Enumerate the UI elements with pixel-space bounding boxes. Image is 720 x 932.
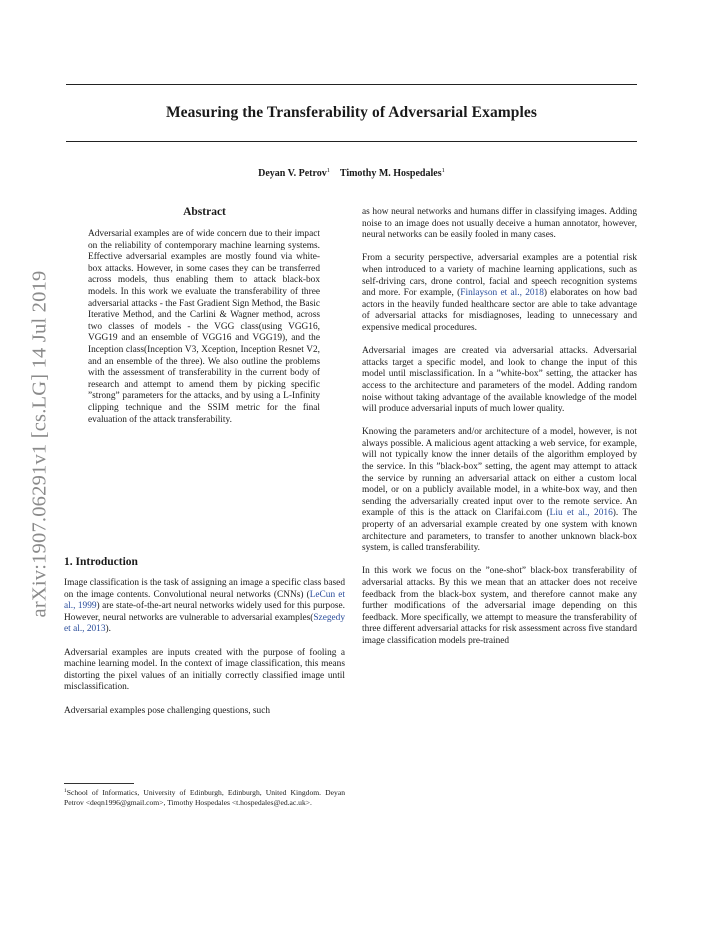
- intro-column: [64, 578, 345, 717]
- body-paragraph: Knowing the parameters and/or architecture of a model, however, is not always possible. A malicious agent attacking a web service, for example, will not typically know the inner details of the algorithm employed by the service. In this ”black-box” setting, the agent may attempt to attack the service by running an adversarial attack on either a custom local model, or on a publicly available model, in a white-box way, and then sending the adversarially created input over to the remote service. An example of this is the attack on Clarifai.com (Liu et al., 2016). The property of an adversarial example created by one system with known architecture and parameters, to transfer to another unknown black-box system, is called transferability.: [362, 427, 637, 554]
- affiliation-mark: 1: [441, 167, 445, 174]
- body-paragraph: In this work we focus on the ”one-shot” black-box transferability of adversarial attacks. By this we mean that an attacker does not receive feedback from the black-box system, and therefore cannot make any further modifications of the adversarial image depending on this feedback. More specifically, we attempt to measure the transferability of three different adversarial attacks for risk assessment across five standard image classification models pre-trained: [362, 566, 637, 646]
- footnote-mark: 1: [64, 788, 67, 794]
- paper-title: Measuring the Transferability of Adversarial Examples: [165, 104, 538, 121]
- intro-paragraph: Adversarial examples are inputs created with the purpose of fooling a machine learning model. In the context of image classification, this means distorting the pixel values of an initially correctly classified image until misclassification.: [64, 647, 345, 693]
- footnote-text: School of Informatics, University of Edinburgh, Edinburgh, United Kingdom. Deyan Petrov <deqn1996@gmail.com>, Timothy Hospedales <t.hospedales@ed.ac.uk>.: [64, 788, 345, 807]
- abstract-text: Adversarial examples are of wide concern due to their impact on the reliability of contemporary machine learning systems. Effective adversarial examples are mostly found via white-box attacks. However, in some cases they can be transferred across models, thus enabling them to attack black-box models. In this work we evaluate the transferability of three adversarial attacks - the Fast Gradient Sign Method, the Basic Iterative Method, and the Carlini & Wagner method, across two classes of models - the VGG class(using VGG16, VGG19 and an ensemble of VGG16 and VGG19), and the Inception class(Inception V3, Xception, Inception Resnet V2, and an ensemble of the three). We also outline the problems with the assessment of transferability in the current body of research and attempt to amend them by picking specific ”strong” parameters for the attacks, and by using a L-Infinity clipping technique and the SSIM metric for the final evaluation of the attack transferability.: [88, 229, 320, 425]
- affiliation-mark: 1: [326, 167, 330, 174]
- citation-link[interactable]: Finlayson et al., 2018: [460, 288, 544, 299]
- citation-link[interactable]: Szegedy et al., 2013: [64, 612, 345, 635]
- intro-paragraph: Adversarial examples pose challenging questions, such: [64, 705, 271, 716]
- title-bottom-rule: [66, 141, 637, 142]
- intro-paragraph: Image classification is the task of assigning an image a specific class based on the image contents. Convolutional neural networks (CNNs) (LeCun et al., 1999) are state-of-the-art neural networks widely used for this purpose. However, neural networks are vulnerable to adversarial examples(Szegedy et al., 2013).: [64, 578, 345, 635]
- abstract-heading: Abstract: [183, 206, 226, 218]
- body-paragraph: as how neural networks and humans differ in classifying images. Adding noise to an image does not usually deceive a human annotator, however, neural networks can be easily fooled in many cases.: [362, 207, 637, 241]
- author-name: Deyan V. Petrov: [258, 168, 327, 179]
- citation-link[interactable]: Liu et al., 2016: [549, 508, 613, 519]
- citation-link[interactable]: LeCun et al., 1999: [64, 589, 345, 612]
- right-column: [362, 207, 637, 648]
- author-name: Timothy M. Hospedales: [339, 168, 442, 179]
- section-heading-introduction: 1. Introduction: [64, 556, 138, 568]
- arxiv-identifier: arXiv:1907.06291v1 [cs.LG] 14 Jul 2019: [28, 270, 51, 618]
- title-top-rule: [66, 84, 637, 85]
- body-paragraph: From a security perspective, adversarial examples are a potential risk when introduced to a variety of machine learning applications, such as self-driving cars, drone control, facial and speech recognition systems and more. For example, (Finlayson et al., 2018) elaborates on how bad actors in the heavily funded healthcare sector are able to take advantage of adversarial attacks for misdiagnoses, leading to unnecessary and expensive medical procedures.: [362, 253, 637, 333]
- footnote-rule: [64, 783, 134, 784]
- affiliation-footnote: [64, 787, 345, 807]
- author-list: [66, 167, 637, 179]
- body-paragraph: Adversarial images are created via adversarial attacks. Adversarial attacks target a specific model, and look to change the input of this model until misclassification. In a ”white-box” setting, the attacker has access to the architecture and parameters of the model. Adding random noise without taking advantage of the available knowledge of the model will produce adversarial inputs of much lower quality.: [362, 346, 637, 415]
